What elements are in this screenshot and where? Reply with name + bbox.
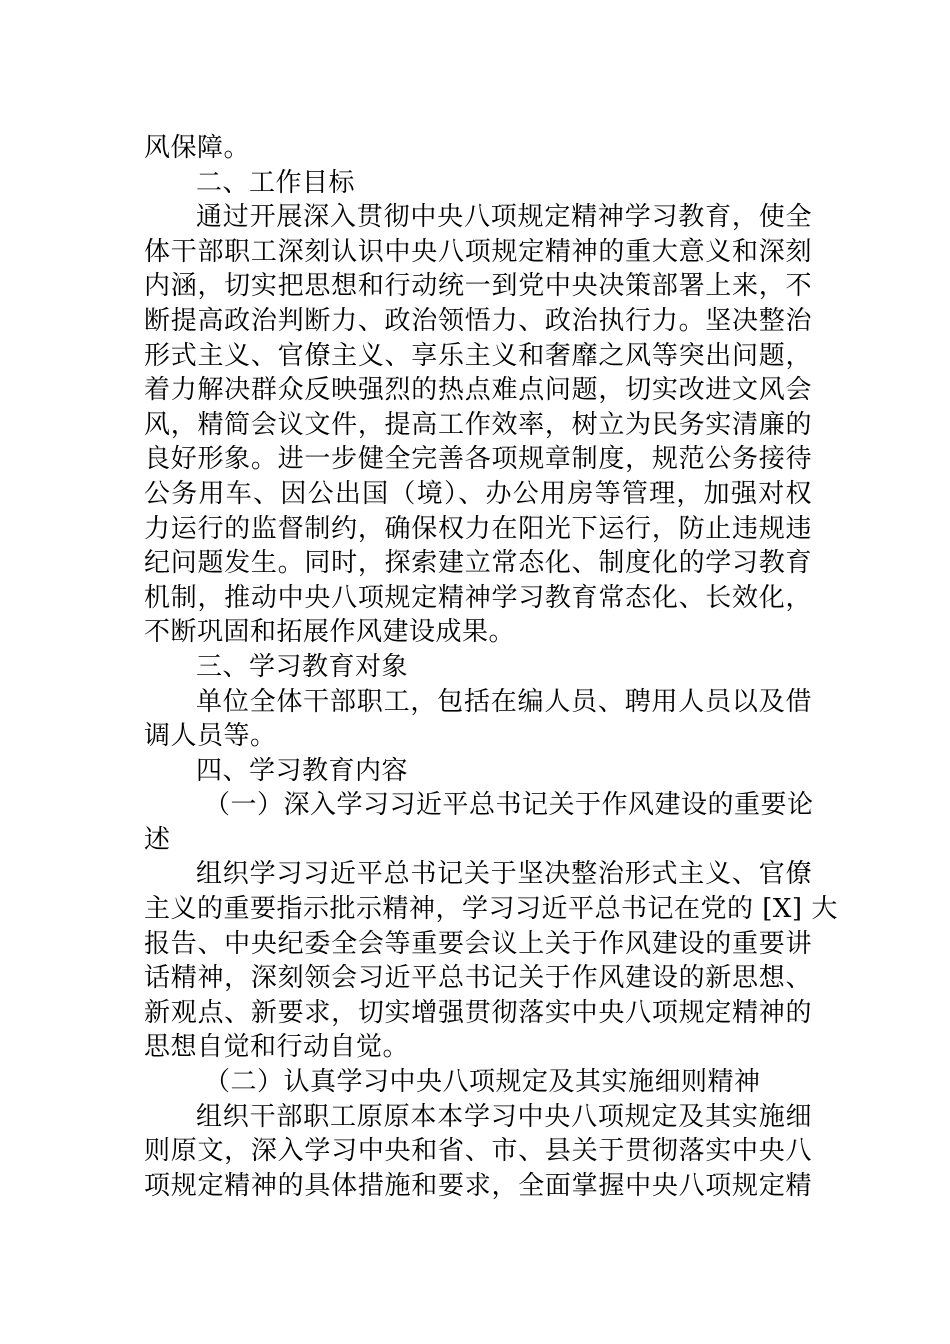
paragraph-line: 风，精简会议文件，提高工作效率，树立为民务实清廉的 (144, 409, 812, 440)
paragraph-line: 内涵，切实把思想和行动统一到党中央决策部署上来，不 (144, 271, 812, 302)
paragraph-line: 良好形象。进一步健全完善各项规章制度，规范公务接待 (144, 444, 812, 475)
subsection-heading: （一）深入学习习近平总书记关于作风建设的重要论 (204, 790, 814, 821)
paragraph-line: 公务用车、因公出国（境）、办公用房等管理，加强对权 (144, 478, 812, 509)
subsection-heading: （二）认真学习中央八项规定及其实施细则精神 (204, 1067, 761, 1098)
section-heading: 四、学习教育内容 (196, 755, 409, 786)
paragraph-line: 机制，推动中央八项规定精神学习教育常态化、长效化， (144, 582, 812, 613)
paragraph-line: 报告、中央纪委全会等重要会议上关于作风建设的重要讲 (144, 928, 812, 959)
paragraph-line: 项规定精神的具体措施和要求，全面掌握中央八项规定精 (144, 1170, 812, 1201)
text-line: 风保障。 (144, 133, 251, 163)
paragraph-line: 断提高政治判断力、政治领悟力、政治执行力。坚决整治 (144, 305, 812, 336)
paragraph-line: 力运行的监督制约，确保权力在阳光下运行，防止违规违 (144, 513, 812, 544)
paragraph-first-line: 单位全体干部职工，包括在编人员、聘用人员以及借 (196, 686, 812, 717)
paragraph-first-line: 组织学习习近平总书记关于坚决整治形式主义、官僚 (196, 859, 812, 890)
paragraph-last-line: 思想自觉和行动自觉。 (144, 1032, 410, 1063)
paragraph-line: 着力解决群众反映强烈的热点难点问题，切实改进文风会 (144, 375, 812, 406)
paragraph-line: 则原文，深入学习中央和省、市、县关于贯彻落实中央八 (144, 1136, 812, 1167)
paragraph-last-line: 不断巩固和拓展作风建设成果。 (144, 617, 516, 648)
paragraph-last-line: 调人员等。 (144, 721, 277, 752)
paragraph-first-line: 通过开展深入贯彻中央八项规定精神学习教育，使全 (196, 202, 812, 233)
paragraph-line: 纪问题发生。同时，探索建立常态化、制度化的学习教育 (144, 548, 812, 579)
paragraph-line: 新观点、新要求，切实增强贯彻落实中央八项规定精神的 (144, 997, 812, 1028)
paragraph-line: 主义的重要指示批示精神，学习习近平总书记在党的 [X] 大 (144, 894, 838, 925)
paragraph-first-line: 组织干部职工原原本本学习中央八项规定及其实施细 (196, 1101, 812, 1132)
paragraph-line: 话精神，深刻领会习近平总书记关于作风建设的新思想、 (144, 963, 812, 994)
document-body (144, 131, 838, 1203)
subsection-heading-cont: 述 (144, 824, 171, 855)
section-heading: 二、工作目标 (196, 167, 356, 198)
paragraph-line: 形式主义、官僚主义、享乐主义和奢靡之风等突出问题， (144, 340, 812, 371)
paragraph-line: 体干部职工深刻认识中央八项规定精神的重大意义和深刻 (144, 236, 812, 267)
section-heading: 三、学习教育对象 (196, 651, 409, 682)
